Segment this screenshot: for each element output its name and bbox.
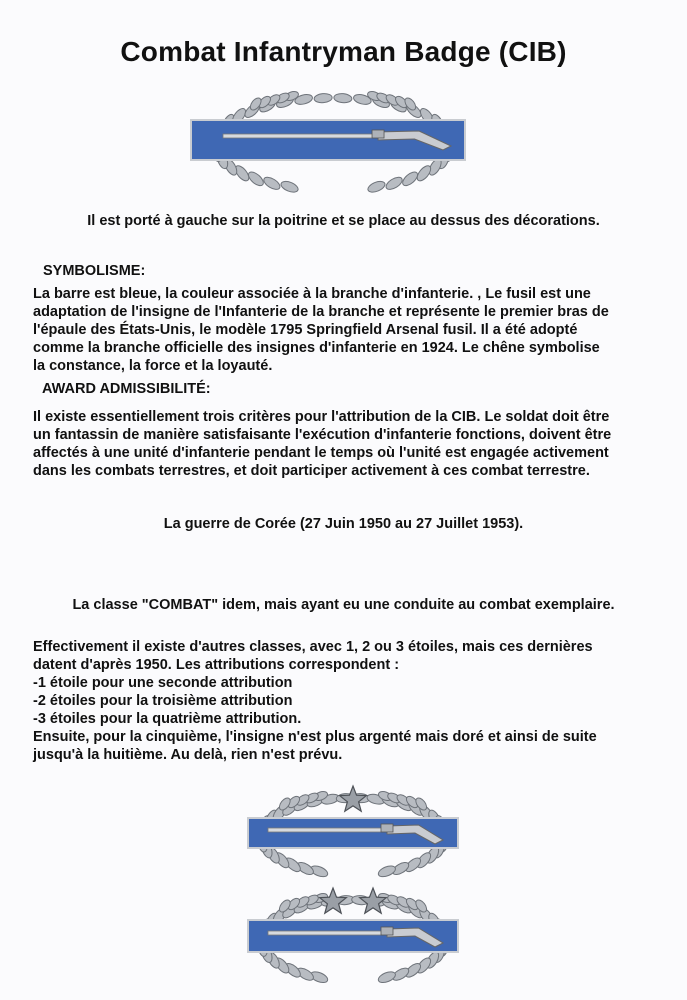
- award-line-2: un fantassin de manière satisfaisante l'exécution d'infanterie fonctions, doivent être: [33, 427, 612, 443]
- classes-line-5: -3 étoiles pour la quatrième attribution.: [33, 711, 302, 727]
- intro-text: Il est porté à gauche sur la poitrine et se place au dessus des décorations.: [87, 213, 600, 229]
- symbolisme-line-4: comme la branche officielle des insignes d'infanterie en 1924. Le chêne symbolise: [33, 340, 600, 356]
- cib-badge-two-stars-image: [238, 880, 468, 990]
- star-icon: [360, 888, 387, 913]
- oak-leaf: [334, 93, 353, 103]
- award-line-3: affectés à une unité d'infanterie pendant le temps où l'unité est engagée activement: [33, 445, 609, 461]
- combat-class-text: La classe "COMBAT" idem, mais ayant eu une conduite au combat exemplaire.: [72, 597, 615, 613]
- award-line-4: dans les combats terrestres, et doit participer activement à ces combat terrestre.: [33, 463, 590, 479]
- oak-leaf: [280, 179, 300, 194]
- symbolisme-line-5: la constance, la force et la loyauté.: [33, 358, 273, 374]
- cib-badge-one-star-image: [238, 780, 468, 880]
- classes-line-4: -2 étoiles pour la troisième attribution: [33, 693, 293, 709]
- oak-leaf: [384, 175, 404, 192]
- symbolisme-heading: SYMBOLISME:: [43, 263, 146, 279]
- classes-line-1: Effectivement il existe d'autres classes, avec 1, 2 ou 3 étoiles, mais ces dernières: [33, 639, 593, 655]
- page-title: Combat Infantryman Badge (CIB): [120, 36, 567, 67]
- oak-leaf: [262, 175, 282, 192]
- symbolisme-line-2: adaptation de l'insigne de l'Infanterie de la branche et représente le premier bras de: [33, 304, 609, 320]
- award-line-1: Il existe essentiellement trois critères pour l'attribution de la CIB. Le soldat doit être: [33, 409, 610, 425]
- classes-line-6: Ensuite, pour la cinquième, l'insigne n'est plus argenté mais doré et ainsi de suite: [33, 729, 597, 745]
- oak-leaf: [314, 93, 333, 103]
- korea-text: La guerre de Corée (27 Juin 1950 au 27 Juillet 1953).: [163, 516, 524, 532]
- symbolisme-line-3: l'épaule des États-Unis, le modèle 1795 Springfield Arsenal fusil. Il a été adopté: [33, 322, 578, 338]
- cib-badge-image: [183, 84, 483, 196]
- star-icon: [340, 786, 367, 811]
- oak-leaf: [377, 864, 397, 879]
- oak-leaf: [366, 179, 386, 194]
- star-icon: [320, 888, 347, 913]
- classes-line-3: -1 étoile pour une seconde attribution: [33, 675, 293, 691]
- oak-leaf: [377, 970, 397, 985]
- symbolisme-line-1: La barre est bleue, la couleur associée à la branche d'infanterie. , Le fusil est une: [33, 286, 591, 302]
- classes-line-7: jusqu'à la huitième. Au delà, rien n'est prévu.: [33, 747, 343, 763]
- classes-line-2: datent d'après 1950. Les attributions correspondent :: [33, 657, 400, 673]
- award-heading: AWARD ADMISSIBILITÉ:: [42, 381, 211, 397]
